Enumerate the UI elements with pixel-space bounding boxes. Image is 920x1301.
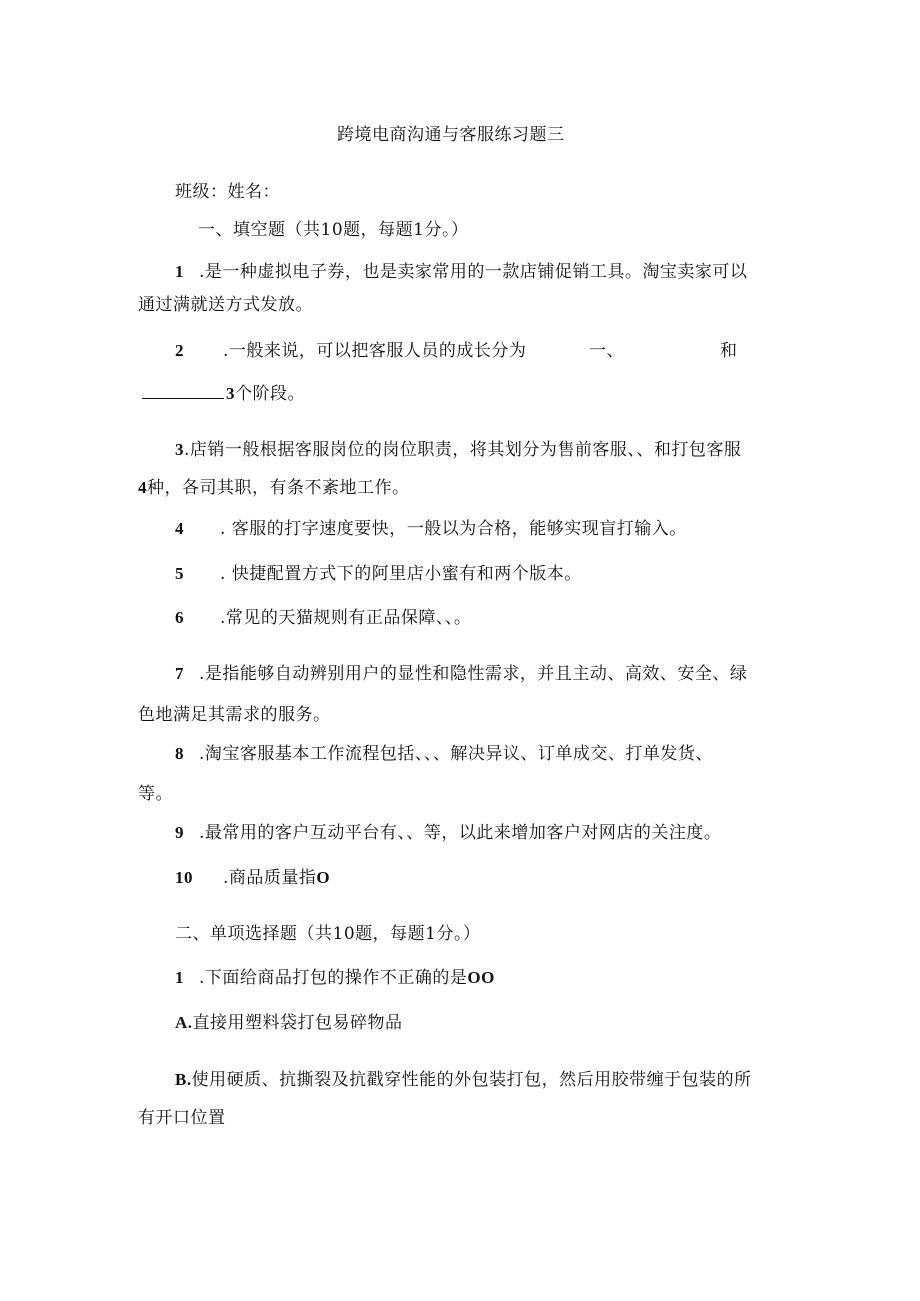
question-number: 4 bbox=[175, 519, 184, 538]
question-text: . 快捷配置方式下的阿里店小蜜有和两个版本。 bbox=[220, 564, 582, 584]
option-label: A. bbox=[175, 1013, 193, 1032]
question-tail: OO bbox=[467, 968, 495, 987]
question-3-line-1 bbox=[175, 439, 741, 461]
question-text: .是指能够自动辨别用户的显性和隐性需求，并且主动、高效、安全、绿 bbox=[199, 664, 748, 684]
choice-option-a bbox=[175, 1012, 403, 1034]
question-text: 个阶段。 bbox=[235, 384, 305, 404]
question-4 bbox=[175, 518, 687, 540]
question-text: 种，各司其职，有条不紊地工作。 bbox=[147, 478, 410, 498]
question-7-line-1 bbox=[175, 663, 747, 685]
question-text: .淘宝客服基本工作流程包括、、、解决异议、订单成交、打单发货、 bbox=[199, 744, 713, 764]
question-number: 1 bbox=[175, 262, 184, 281]
section1-heading: 一、填空题（共10题，每题1分。） bbox=[198, 220, 469, 240]
question-text: .店销一般根据客服岗位的岗位职责，将其划分为售前客服、、和打包客服 bbox=[184, 440, 742, 460]
question-2-line-1 bbox=[175, 340, 526, 362]
question-7-line-2: 色地满足其需求的服务。 bbox=[138, 705, 331, 725]
question-number: 6 bbox=[175, 608, 184, 627]
option-text: 直接用塑料袋打包易碎物品 bbox=[192, 1013, 403, 1033]
choice-question-1 bbox=[175, 967, 495, 989]
question-10 bbox=[175, 867, 330, 889]
question-2-conjunction: 和 bbox=[720, 341, 738, 361]
question-8-line-2: 等。 bbox=[138, 784, 173, 804]
question-text: .最常用的客户互动平台有、、等，以此来增加客户对网店的关注度。 bbox=[199, 823, 722, 843]
question-2-blank-separator: 一、 bbox=[589, 341, 624, 361]
document-title: 跨境电商沟通与客服练习题三 bbox=[337, 125, 565, 145]
answer-blank bbox=[142, 384, 224, 399]
question-number: 3 bbox=[226, 384, 235, 403]
choice-option-b-line-2: 有开口位置 bbox=[138, 1108, 226, 1128]
question-tail: O bbox=[316, 868, 331, 887]
choice-option-b-line-1 bbox=[175, 1069, 752, 1091]
question-2-line-2 bbox=[142, 383, 305, 405]
question-number: 2 bbox=[175, 341, 184, 360]
question-number: 8 bbox=[175, 744, 184, 763]
option-text: 使用硬质、抗撕裂及抗戳穿性能的外包装打包，然后用胶带缠于包装的所 bbox=[191, 1070, 752, 1090]
question-1-line-2: 通过满就送方式发放。 bbox=[138, 295, 313, 315]
question-number: 3 bbox=[175, 440, 184, 459]
question-text: . 客服的打字速度要快，一般以为合格，能够实现盲打输入。 bbox=[220, 519, 687, 539]
class-name-line: 班级：姓名： bbox=[175, 182, 280, 202]
question-3-line-2 bbox=[138, 477, 410, 499]
question-number: 4 bbox=[138, 478, 147, 497]
question-number: 7 bbox=[175, 664, 184, 683]
question-number: 10 bbox=[175, 868, 193, 887]
section2-heading: 二、单项选择题（共10题，每题1分。） bbox=[175, 924, 481, 944]
question-text: .是一种虚拟电子券，也是卖家常用的一款店铺促销工具。淘宝卖家可以 bbox=[199, 262, 748, 282]
question-number: 9 bbox=[175, 823, 184, 842]
question-5 bbox=[175, 563, 582, 585]
question-number: 5 bbox=[175, 564, 184, 583]
question-1-line-1 bbox=[175, 261, 747, 283]
question-6 bbox=[175, 607, 471, 629]
question-text: .常见的天猫规则有正品保障、、。 bbox=[220, 608, 472, 628]
question-8-line-1 bbox=[175, 743, 713, 765]
question-9 bbox=[175, 822, 721, 844]
question-text: .下面给商品打包的操作不正确的是 bbox=[199, 968, 468, 988]
option-label: B. bbox=[175, 1070, 192, 1089]
question-text: .一般来说，可以把客服人员的成长分为 bbox=[223, 341, 527, 361]
question-text: .商品质量指 bbox=[223, 868, 317, 888]
question-number: 1 bbox=[175, 968, 184, 987]
